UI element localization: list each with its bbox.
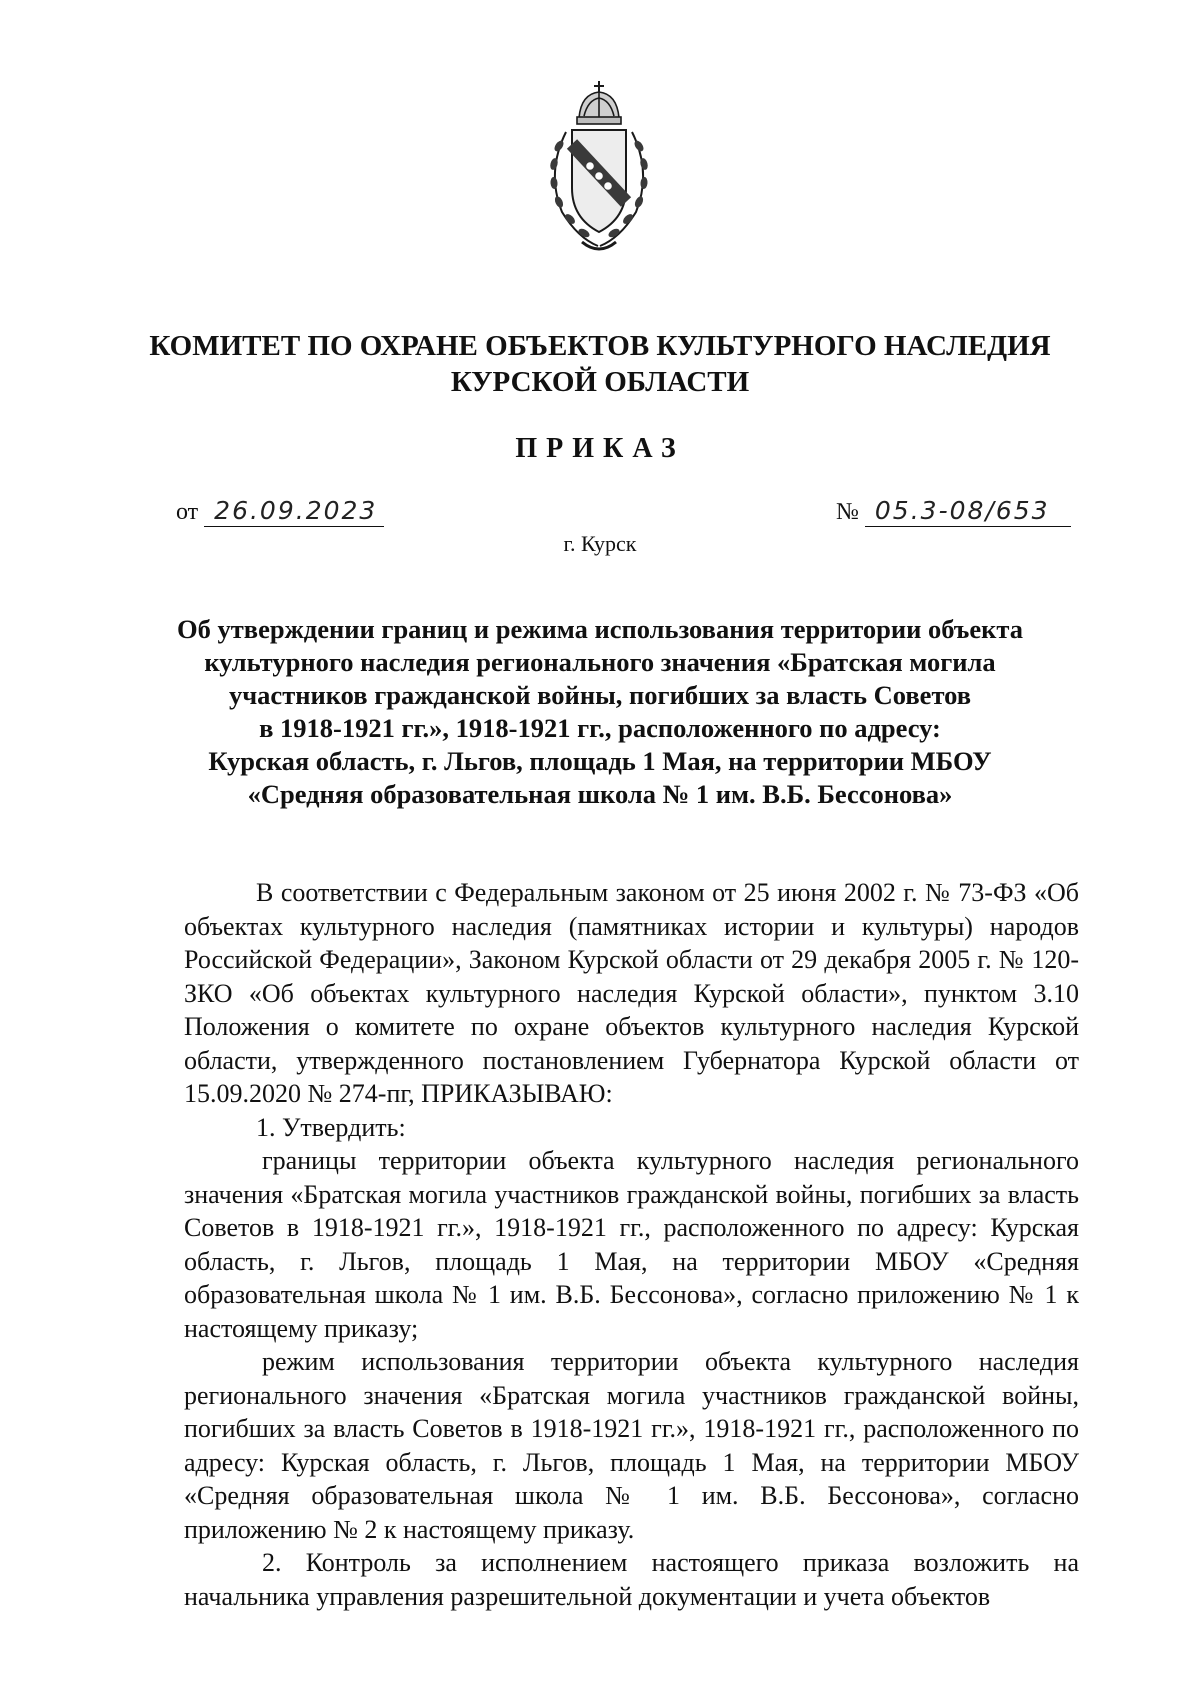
number-prefix: №: [836, 499, 859, 525]
title-line: участников гражданской войны, погибших за власть Советов: [228, 680, 972, 710]
document-type: ПРИКАЗ: [515, 433, 685, 464]
date-prefix: от: [176, 499, 199, 525]
order-title: [170, 613, 1030, 811]
city: г. Курск: [563, 531, 637, 556]
number-handwritten: 05.3-08/653: [865, 496, 1071, 527]
title-line: Курская область, г. Льгов, площадь 1 Мая, на территории МБОУ: [208, 746, 992, 776]
item-1-heading: 1. Утвердить:: [256, 1112, 406, 1142]
title-line: в 1918-1921 гг.», 1918-1921 гг., расположенного по адресу:: [259, 713, 941, 743]
kursk-coat-of-arms-emblem: [532, 80, 666, 258]
preamble-paragraph: В соответствии с Федеральным законом от 25 июня 2002 г. № 73-ФЗ «Об объектах культурного наследия (памятниках истории и культуры) народов Российской Федерации», Законом Курской области от 29 декабря 2005 г. № 120-ЗКО «Об объектах культурного наследия Курской области», пунктом 3.10 Положения о комитете по охране объектов культурного наследия Курской области, утвержденного постановлением Губернатора Курской области от 15.09.2020 № 274-пг, ПРИКАЗЫВАЮ:: [184, 878, 1079, 1108]
order-body: [184, 876, 1079, 1613]
committee-line-2: КУРСКОЙ ОБЛАСТИ: [450, 366, 750, 398]
title-line: культурного наследия регионального значения «Братская могила: [204, 647, 996, 677]
title-line: «Средняя образовательная школа № 1 им. В.Б. Бессонова»: [247, 779, 953, 809]
order-date: [176, 496, 384, 527]
date-handwritten: 26.09.2023: [204, 496, 384, 527]
item-1-regime-paragraph: режим использования территории объекта культурного наследия регионального значения «Братская могила участников гражданской войны, погибших за власть Советов в 1918-1921 гг.», 1918-1921 гг., расположенного по адресу: Курская область, г. Льгов, площадь 1 Мая, на территории МБОУ «Средняя образовательная школа № 1 им. В.Б. Бессонова», согласно приложению № 2 к настоящему приказу.: [184, 1347, 1079, 1544]
committee-line-1: КОМИТЕТ ПО ОХРАНЕ ОБЪЕКТОВ КУЛЬТУРНОГО НАСЛЕДИЯ: [149, 330, 1051, 362]
committee-name: [120, 328, 1080, 400]
title-line: Об утверждении границ и режима использования территории объекта: [177, 614, 1023, 644]
order-number: [836, 496, 1071, 527]
item-2-paragraph: 2. Контроль за исполнением настоящего приказа возложить на начальника управления разрешительной документации и учета объектов: [184, 1548, 1079, 1611]
item-1-boundaries-paragraph: границы территории объекта культурного наследия регионального значения «Братская могила участников гражданской войны, погибших за власть Советов в 1918-1921 гг.», 1918-1921 гг., расположенного по адресу: Курская область, г. Льгов, площадь 1 Мая, на территории МБОУ «Средняя образовательная школа № 1 им. В.Б. Бессонова», согласно приложению № 1 к настоящему приказу;: [184, 1146, 1079, 1343]
